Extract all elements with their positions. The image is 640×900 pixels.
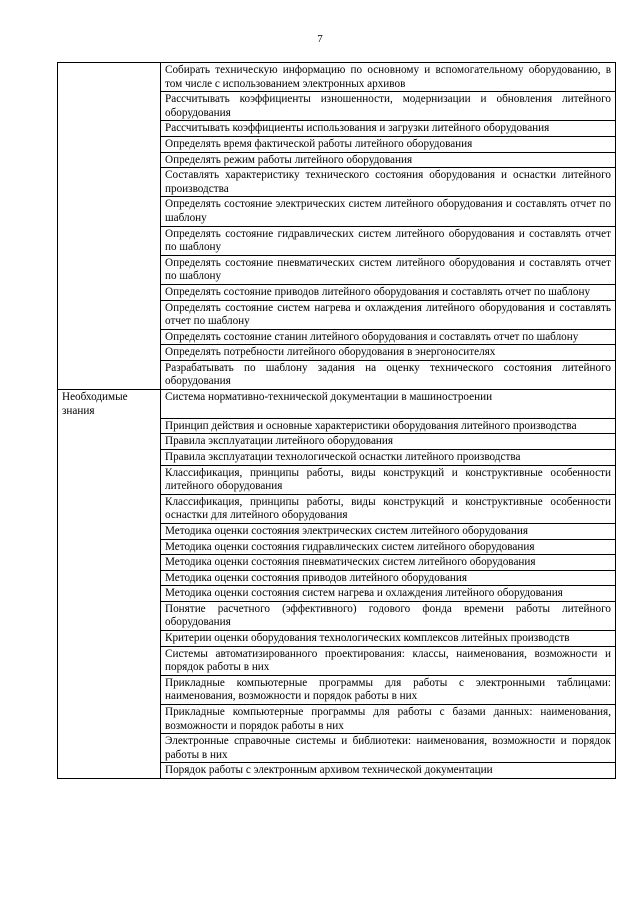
category-cell [58, 763, 161, 779]
requirement-cell: Определять время фактической работы литейного оборудования [161, 136, 616, 152]
category-cell [58, 418, 161, 434]
requirement-cell: Правила эксплуатации литейного оборудования [161, 434, 616, 450]
category-cell [58, 345, 161, 361]
requirement-cell: Определять состояние систем нагрева и охлаждения литейного оборудования и составлять отчет по шаблону [161, 300, 616, 329]
requirement-cell: Определять потребности литейного оборудования в энергоносителях [161, 345, 616, 361]
table-row [58, 226, 616, 255]
requirement-cell: Определять состояние электрических систем литейного оборудования и составлять отчет по шаблону [161, 197, 616, 226]
requirement-cell: Определять состояние станин литейного оборудования и составлять отчет по шаблону [161, 329, 616, 345]
page-number: 7 [317, 33, 323, 45]
table-row [58, 255, 616, 284]
table-row [58, 121, 616, 137]
requirement-cell: Методика оценки состояния гидравлических систем литейного оборудования [161, 539, 616, 555]
table-row [58, 360, 616, 389]
category-cell [58, 494, 161, 523]
category-cell [58, 226, 161, 255]
requirement-cell: Системы автоматизированного проектирования: классы, наименования, возможности и порядок работы в них [161, 646, 616, 675]
table-row [58, 92, 616, 121]
category-cell [58, 63, 161, 92]
table-row [58, 465, 616, 494]
table-row [58, 197, 616, 226]
category-cell [58, 136, 161, 152]
table-row [58, 555, 616, 571]
requirements-table [57, 62, 616, 779]
table-row [58, 631, 616, 647]
category-cell [58, 255, 161, 284]
table-row [58, 329, 616, 345]
category-cell [58, 329, 161, 345]
requirement-cell: Правила эксплуатации технологической оснастки литейного производства [161, 449, 616, 465]
category-cell [58, 152, 161, 168]
table-row [58, 494, 616, 523]
table-row [58, 434, 616, 450]
category-cell [58, 570, 161, 586]
category-cell [58, 465, 161, 494]
table-row [58, 284, 616, 300]
requirement-cell: Порядок работы с электронным архивом технической документации [161, 763, 616, 779]
category-cell [58, 360, 161, 389]
requirements-table-body [58, 63, 616, 779]
category-cell [58, 121, 161, 137]
requirement-cell: Определять состояние гидравлических систем литейного оборудования и составлять отчет по шаблону [161, 226, 616, 255]
requirement-cell: Принцип действия и основные характеристики оборудования литейного производства [161, 418, 616, 434]
requirement-cell: Критерии оценки оборудования технологических комплексов литейных производств [161, 631, 616, 647]
category-cell [58, 555, 161, 571]
category-cell [58, 675, 161, 704]
requirement-cell: Рассчитывать коэффициенты изношенности, модернизации и обновления литейного оборудования [161, 92, 616, 121]
requirement-cell: Разрабатывать по шаблону задания на оценку технического состояния литейного оборудования [161, 360, 616, 389]
category-cell: Необходимые знания [58, 390, 161, 419]
category-cell [58, 284, 161, 300]
table-row [58, 63, 616, 92]
category-cell [58, 539, 161, 555]
table-row [58, 418, 616, 434]
requirement-cell: Рассчитывать коэффициенты использования и загрузки литейного оборудования [161, 121, 616, 137]
requirement-cell: Понятие расчетного (эффективного) годового фонда времени работы литейного оборудования [161, 601, 616, 630]
category-cell [58, 601, 161, 630]
category-cell [58, 646, 161, 675]
requirement-cell: Собирать техническую информацию по основному и вспомогательному оборудованию, в том числе с использованием электронных архивов [161, 63, 616, 92]
table-row [58, 705, 616, 734]
requirement-cell: Определять состояние пневматических систем литейного оборудования и составлять отчет по шаблону [161, 255, 616, 284]
table-row [58, 345, 616, 361]
requirement-cell: Методика оценки состояния приводов литейного оборудования [161, 570, 616, 586]
table-row [58, 449, 616, 465]
requirement-cell: Классификация, принципы работы, виды конструкций и конструктивные особенности литейного оборудования [161, 465, 616, 494]
category-cell [58, 631, 161, 647]
category-cell [58, 705, 161, 734]
table-row [58, 539, 616, 555]
requirement-cell: Система нормативно-технической документации в машиностроении [161, 390, 616, 419]
table-row [58, 570, 616, 586]
table-row [58, 734, 616, 763]
category-cell [58, 523, 161, 539]
table-row [58, 300, 616, 329]
category-cell [58, 586, 161, 602]
table-row [58, 523, 616, 539]
table-row [58, 646, 616, 675]
category-cell [58, 197, 161, 226]
category-cell [58, 734, 161, 763]
table-row [58, 601, 616, 630]
requirement-cell: Классификация, принципы работы, виды конструкций и конструктивные особенности оснастки для литейного оборудования [161, 494, 616, 523]
category-cell [58, 92, 161, 121]
category-cell [58, 168, 161, 197]
table-row [58, 168, 616, 197]
requirement-cell: Составлять характеристику технического состояния оборудования и оснастки литейного производства [161, 168, 616, 197]
requirement-cell: Прикладные компьютерные программы для работы с базами данных: наименования, возможности и порядок работы в них [161, 705, 616, 734]
requirement-cell: Электронные справочные системы и библиотеки: наименования, возможности и порядок работы в них [161, 734, 616, 763]
requirement-cell: Методика оценки состояния систем нагрева и охлаждения литейного оборудования [161, 586, 616, 602]
category-cell [58, 449, 161, 465]
requirement-cell: Определять режим работы литейного оборудования [161, 152, 616, 168]
category-cell [58, 434, 161, 450]
table-row [58, 675, 616, 704]
table-row [58, 390, 616, 419]
category-cell [58, 300, 161, 329]
requirement-cell: Методика оценки состояния электрических систем литейного оборудования [161, 523, 616, 539]
table-row [58, 586, 616, 602]
table-row [58, 152, 616, 168]
requirement-cell: Методика оценки состояния пневматических систем литейного оборудования [161, 555, 616, 571]
requirement-cell: Прикладные компьютерные программы для работы с электронными таблицами: наименования, возможности и порядок работы в них [161, 675, 616, 704]
table-row [58, 763, 616, 779]
requirement-cell: Определять состояние приводов литейного оборудования и составлять отчет по шаблону [161, 284, 616, 300]
table-row [58, 136, 616, 152]
